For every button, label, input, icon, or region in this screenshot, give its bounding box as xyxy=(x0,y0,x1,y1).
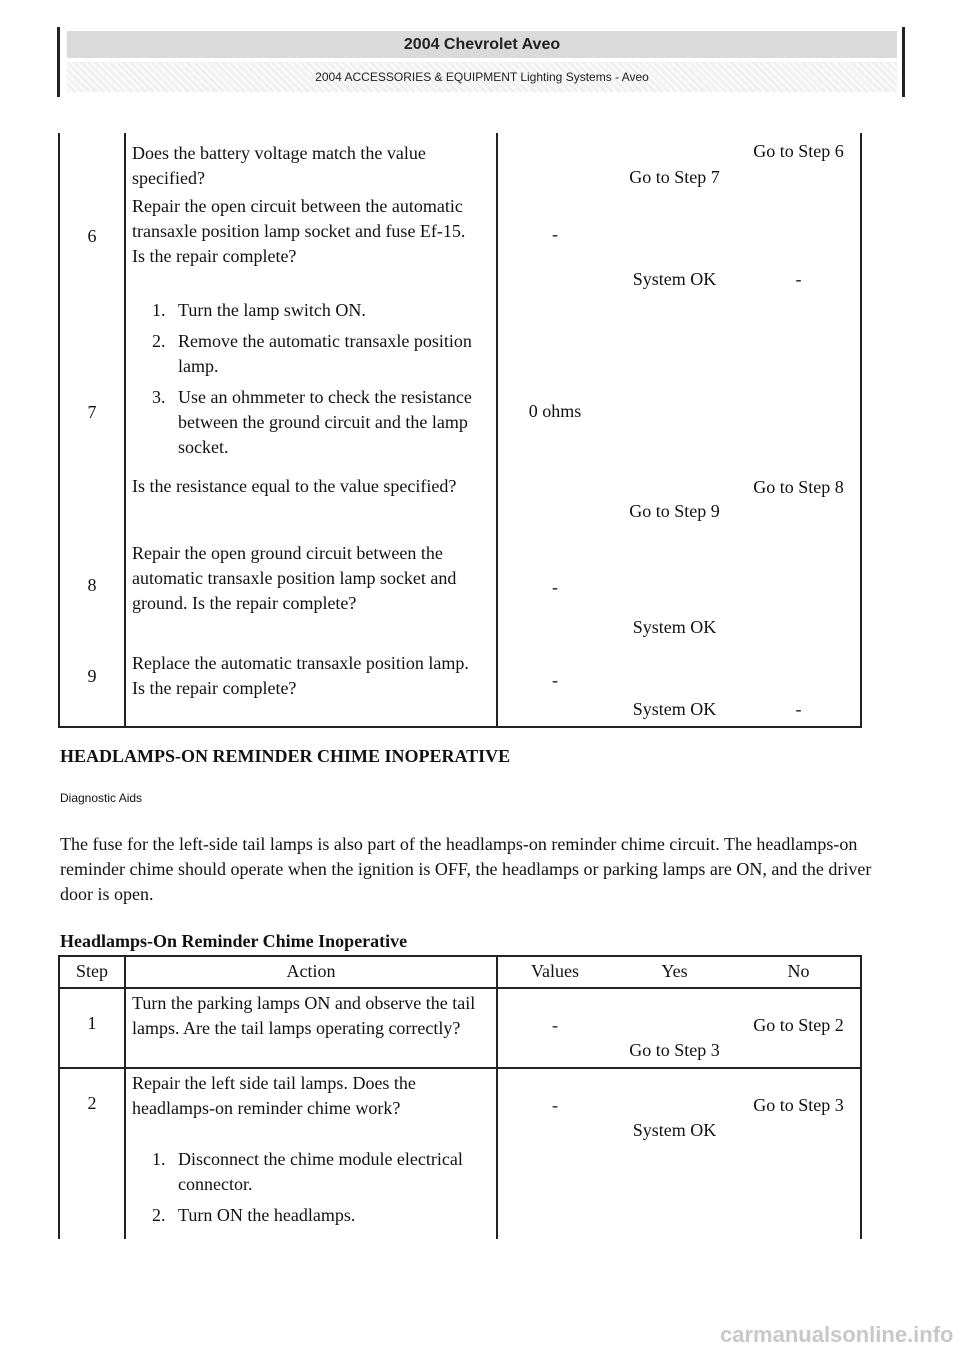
table-row xyxy=(59,988,861,1068)
step-number: 8 xyxy=(87,575,97,595)
no-cell: Go to Step 8 xyxy=(753,477,844,497)
list-item: 2. Turn ON the headlamps. xyxy=(170,1203,496,1228)
section-heading: HEADLAMPS-ON REMINDER CHIME INOPERATIVE xyxy=(60,746,511,766)
diagnostic-paragraph: The fuse for the left-side tail lamps is also part of the headlamps-on reminder chime circuit. The headlamps-on reminder chime should operate when the ignition is OFF, the headlamps or parking lamps are ON, and the driver door is open. xyxy=(60,834,872,904)
no-cell: Go to Step 2 xyxy=(737,988,861,1068)
action-text: Repair the open circuit between the automatic transaxle position lamp socket and fuse Ef-15. Is the repair complete? xyxy=(132,196,466,266)
list-item: 1. Disconnect the chime module electrical connector. xyxy=(170,1147,496,1197)
column-header-step: Step xyxy=(75,961,108,981)
table-row xyxy=(59,647,861,727)
values-cell: - xyxy=(497,647,612,727)
yes-cell: System OK xyxy=(632,699,717,719)
no-cell: Go to Step 3 xyxy=(737,1068,861,1147)
step-number: 9 xyxy=(87,666,97,686)
table-header-row xyxy=(59,956,861,988)
document-subtitle: 2004 ACCESSORIES & EQUIPMENT Lighting Systems - Aveo xyxy=(67,62,897,92)
table-row xyxy=(59,537,861,647)
list-item: 3. Use an ohmmeter to check the resistance between the ground circuit and the lamp socket. xyxy=(170,385,496,460)
table-row xyxy=(59,191,861,294)
diagnostic-aids-label: Diagnostic Aids xyxy=(60,791,143,805)
values-cell: 0 ohms xyxy=(497,294,612,537)
no-cell xyxy=(737,537,861,647)
chime-diagnostic-table xyxy=(58,955,862,1239)
yes-cell: System OK xyxy=(632,617,717,637)
step-number: 2 xyxy=(87,1093,97,1113)
yes-cell: Go to Step 7 xyxy=(629,167,720,187)
yes-cell: Go to Step 9 xyxy=(629,501,720,521)
step-number: 6 xyxy=(87,226,97,246)
substep-list xyxy=(132,298,496,460)
column-header-values: Values xyxy=(497,956,612,988)
values-cell: - xyxy=(497,1068,612,1147)
yes-cell: System OK xyxy=(612,1068,737,1147)
table-row xyxy=(59,133,861,191)
no-cell: - xyxy=(795,269,802,289)
step-number: 7 xyxy=(87,402,97,422)
action-text: Repair the open ground circuit between the automatic transaxle position lamp socket and ground. Is the repair complete? xyxy=(132,543,457,613)
document-title: 2004 Chevrolet Aveo xyxy=(67,31,897,58)
column-header-no: No xyxy=(787,961,810,981)
values-cell: - xyxy=(497,988,612,1068)
values-cell: - xyxy=(497,537,612,647)
yes-cell: System OK xyxy=(632,269,717,289)
table-row xyxy=(59,1068,861,1147)
column-header-action: Action xyxy=(125,956,497,988)
step-number: 1 xyxy=(87,1013,97,1033)
table-title: Headlamps-On Reminder Chime Inoperative xyxy=(60,931,408,951)
table-row xyxy=(59,1147,861,1239)
action-text: Replace the automatic transaxle position lamp. Is the repair complete? xyxy=(132,653,469,698)
values-cell: - xyxy=(497,191,612,294)
column-header-yes: Yes xyxy=(661,961,688,981)
action-text: Turn the parking lamps ON and observe the tail lamps. Are the tail lamps operating correctly? xyxy=(132,993,476,1038)
list-item: 1. Turn the lamp switch ON. xyxy=(170,298,496,323)
table-row xyxy=(59,294,861,537)
yes-cell: Go to Step 3 xyxy=(612,988,737,1068)
watermark: carmanualsonline.info xyxy=(720,1322,954,1347)
values-cell xyxy=(497,133,612,191)
step-number xyxy=(59,133,125,191)
diagnostic-table-continued xyxy=(58,133,862,728)
action-text: Does the battery voltage match the value specified? xyxy=(132,143,426,188)
action-text: Repair the left side tail lamps. Does the headlamps-on reminder chime work? xyxy=(132,1073,416,1118)
no-cell: - xyxy=(795,699,802,719)
list-item: 2. Remove the automatic transaxle position lamp. xyxy=(170,329,496,379)
substep-list xyxy=(132,1147,496,1228)
action-text: Is the resistance equal to the value specified? xyxy=(132,476,457,496)
no-cell: Go to Step 6 xyxy=(753,141,844,161)
